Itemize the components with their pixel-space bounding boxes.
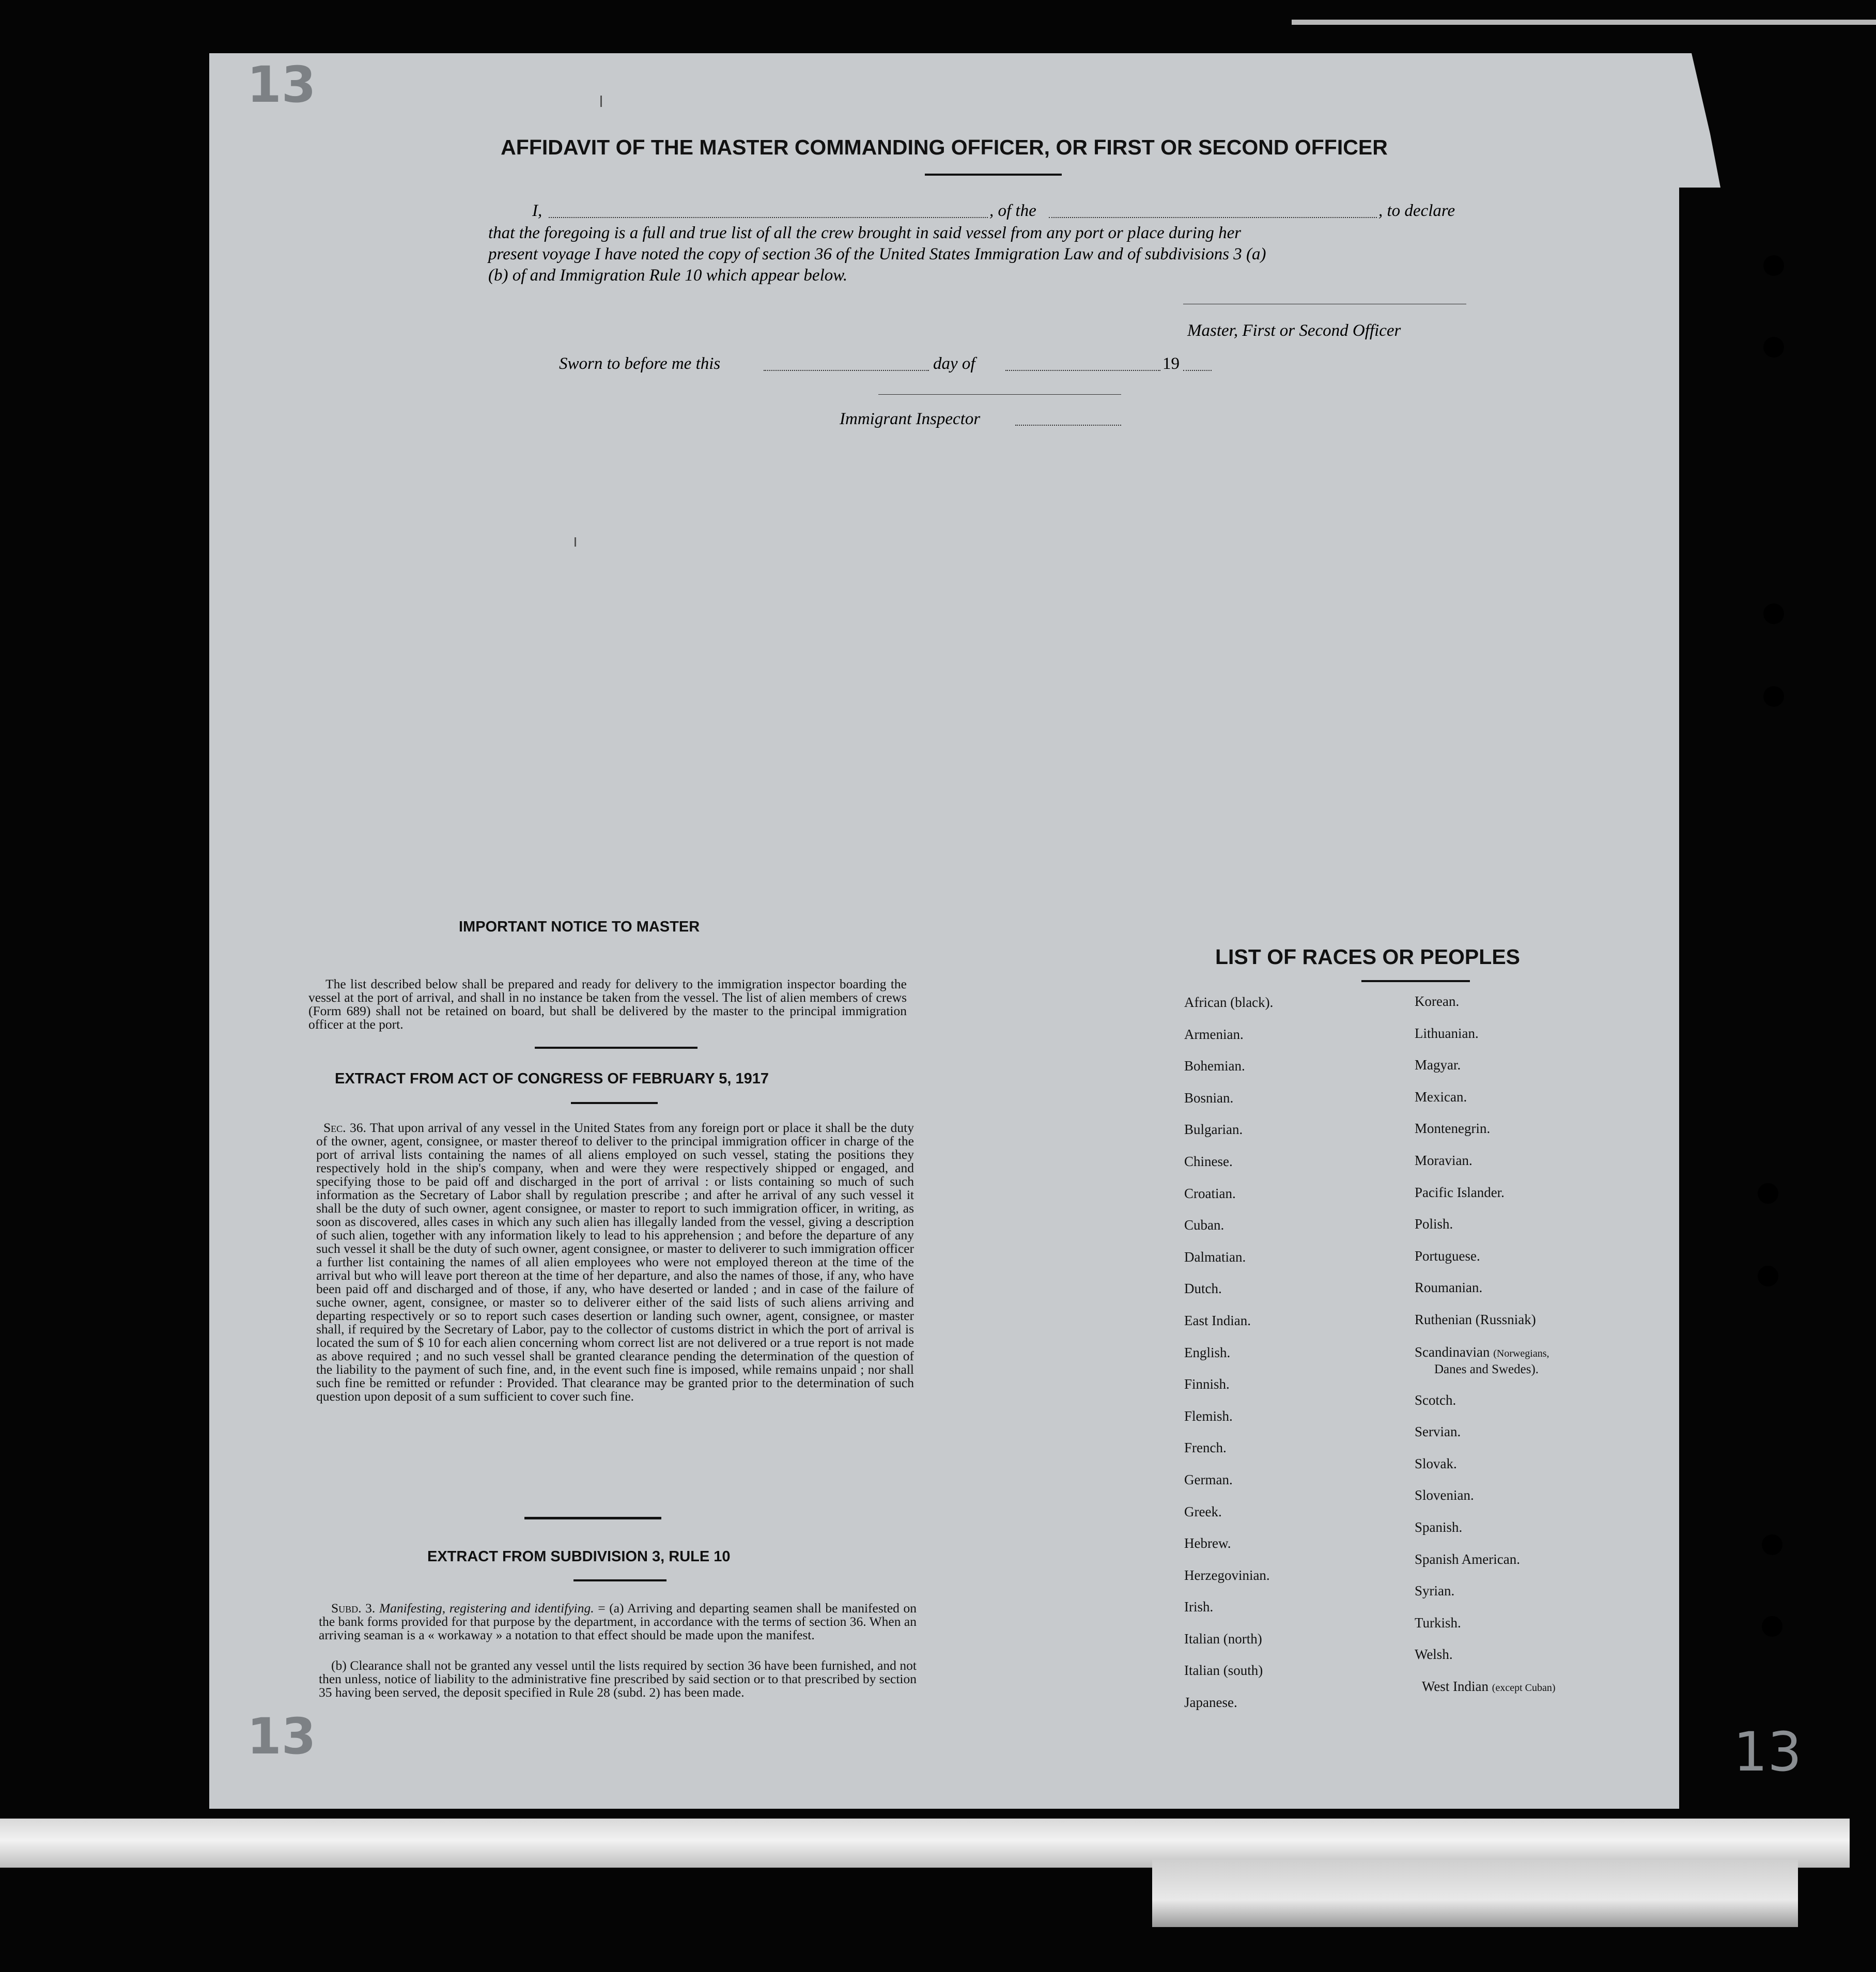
race-item: Flemish.: [1184, 1408, 1233, 1424]
race-item: Bosnian.: [1184, 1090, 1234, 1106]
scan-edge: [1292, 20, 1876, 25]
race-item: Slovenian.: [1415, 1487, 1474, 1503]
month-blank[interactable]: [1005, 370, 1160, 371]
vessel-blank[interactable]: [1049, 217, 1377, 218]
race-item: Lithuanian.: [1415, 1025, 1479, 1041]
master-signature-label: Master, First or Second Officer: [1187, 321, 1401, 340]
affidavit-of-the: , of the: [989, 201, 1036, 220]
race-item: Magyar.: [1415, 1057, 1461, 1073]
race-item: East Indian.: [1184, 1312, 1251, 1328]
race-west-indian: West Indian: [1422, 1678, 1489, 1694]
subdivision-label: Subd. 3.: [331, 1601, 376, 1616]
race-item: Armenian.: [1184, 1026, 1244, 1042]
sworn-day-blank[interactable]: [764, 370, 929, 371]
race-item: Irish.: [1184, 1599, 1214, 1615]
race-item: African (black).: [1184, 995, 1274, 1010]
race-item-scandinavian: [1415, 1344, 1556, 1392]
act-divider: [524, 1517, 661, 1519]
race-item: Turkish.: [1415, 1614, 1461, 1631]
year-blank[interactable]: [1183, 370, 1212, 371]
notice-heading: IMPORTANT NOTICE TO MASTER: [459, 919, 700, 935]
races-heading-underline: [1361, 980, 1470, 982]
race-item: Japanese.: [1184, 1695, 1237, 1711]
races-column-1: [1184, 995, 1273, 1727]
race-item: Herzegovinian.: [1184, 1567, 1270, 1583]
race-item-west-indian: [1415, 1679, 1556, 1711]
notice-text: The list described below shall be prepared and ready for delivery to the immigration inspector boarding the vessel at the port of arrival, and shall in no instance be taken from the vessel. The list of alien members of crews (Form 689) shall not be retained on board, but shall be delivered by the master to the principal immigration officer at the port.: [308, 976, 907, 1032]
race-item: Hebrew.: [1184, 1535, 1231, 1551]
stray-mark: [575, 537, 576, 547]
punch-hole: [1763, 686, 1784, 707]
race-item: Spanish American.: [1415, 1551, 1520, 1567]
race-item: Chinese.: [1184, 1153, 1233, 1169]
race-item: Greek.: [1184, 1503, 1222, 1519]
race-item: Moravian.: [1415, 1152, 1472, 1168]
act-heading: EXTRACT FROM ACT OF CONGRESS OF FEBRUARY 5, 1917: [335, 1070, 769, 1087]
scan-paper-fold: [1152, 1860, 1798, 1927]
punch-hole: [1763, 603, 1784, 624]
race-item: Korean.: [1415, 993, 1460, 1009]
race-item: Ruthenian (Russniak): [1415, 1311, 1536, 1327]
race-item: Spanish.: [1415, 1519, 1463, 1535]
race-item: Dalmatian.: [1184, 1249, 1246, 1265]
race-item: Polish.: [1415, 1216, 1453, 1232]
punch-hole: [1758, 1183, 1778, 1204]
race-item: Montenegrin.: [1415, 1121, 1491, 1137]
affidavit-i: I,: [532, 201, 542, 220]
punch-hole: [1762, 1534, 1782, 1555]
subdivision-3-text: [319, 1602, 917, 1642]
race-item: Italian (north): [1184, 1631, 1262, 1647]
sworn-label: Sworn to before me this: [559, 354, 721, 373]
race-item: Servian.: [1415, 1424, 1461, 1440]
race-item: Pacific Islander.: [1415, 1184, 1505, 1200]
name-blank[interactable]: [549, 217, 988, 218]
punch-hole: [1758, 1266, 1778, 1286]
races-column-2: [1415, 993, 1556, 1710]
day-of-label: day of: [933, 354, 975, 373]
race-scandinavian: Scandinavian: [1415, 1344, 1490, 1360]
inspector-label: Immigrant Inspector: [840, 410, 981, 428]
page-torn-corner: [1679, 53, 1720, 188]
punch-hole: [1763, 255, 1784, 276]
race-item: Finnish.: [1184, 1376, 1230, 1392]
stray-mark: [600, 96, 602, 107]
race-item: Welsh.: [1415, 1647, 1453, 1663]
race-item: Dutch.: [1184, 1281, 1222, 1297]
inspector-blank[interactable]: [1015, 425, 1121, 426]
punch-hole: [1763, 337, 1784, 358]
subdivision-text-a: = (a) Arriving and departing seamen shall be manifested on the bank forms provided for that purpose by the department, in accordance with the terms of section 36. When an arriving seaman is a « workaway » a notation to that effect should be made upon the manifest.: [319, 1601, 917, 1642]
punch-hole: [1762, 1616, 1782, 1637]
race-item: Cuban.: [1184, 1217, 1224, 1233]
affidavit-to-declare: , to declare: [1378, 201, 1455, 220]
page-number-stamp-bottom: 13: [247, 1707, 316, 1765]
inspector-signature-line[interactable]: [878, 394, 1121, 395]
race-item: Syrian.: [1415, 1583, 1455, 1599]
affidavit-title: AFFIDAVIT OF THE MASTER COMMANDING OFFICER, OR FIRST OR SECOND OFFICER: [501, 135, 1388, 159]
handwritten-page-number: 13: [1733, 1720, 1802, 1783]
act-section-label: Sec. 36.: [323, 1120, 366, 1135]
affidavit-body-line-4: (b) of and Immigration Rule 10 which appear below.: [488, 266, 848, 285]
race-item: English.: [1184, 1344, 1231, 1360]
page-number-stamp-top: 13: [247, 56, 316, 114]
race-west-indian-note: (except Cuban): [1492, 1682, 1556, 1694]
act-heading-underline: [571, 1102, 658, 1104]
subdivision-heading: EXTRACT FROM SUBDIVISION 3, RULE 10: [427, 1548, 731, 1565]
notice-divider: [535, 1047, 697, 1049]
title-underline: [925, 174, 1062, 176]
race-item: Bohemian.: [1184, 1058, 1245, 1074]
race-item: Slovak.: [1415, 1455, 1457, 1471]
race-item: Roumanian.: [1415, 1280, 1483, 1296]
race-scandinavian-note-1: (Norwegians,: [1493, 1347, 1549, 1359]
race-item: Bulgarian.: [1184, 1122, 1243, 1138]
race-item: German.: [1184, 1471, 1233, 1487]
race-item: Scotch.: [1415, 1392, 1456, 1408]
subdivision-text-b: (b) Clearance shall not be granted any vessel until the lists required by section 36 have been furnished, and not then unless, notice of liability to the administrative fine prescribed by said section or to that prescribed by section 35 having been served, the deposit specified in Rule 28 (subd. 2) has been made.: [319, 1658, 917, 1700]
affidavit-body-line-2: that the foregoing is a full and true list of all the crew brought in said vessel from any port or place during her: [488, 224, 1242, 242]
race-item: Italian (south): [1184, 1663, 1263, 1679]
race-item: Mexican.: [1415, 1089, 1467, 1105]
race-item: Portuguese.: [1415, 1248, 1480, 1264]
act-section-36: [316, 1121, 914, 1403]
races-heading: LIST OF RACES OR PEOPLES: [1215, 945, 1521, 969]
subdivision-heading-underline: [573, 1579, 666, 1581]
race-item: French.: [1184, 1440, 1227, 1456]
race-item: Croatian.: [1184, 1185, 1236, 1201]
subdivision-title: Manifesting, registering and identifying.: [379, 1601, 594, 1616]
act-section-text: That upon arrival of any vessel in the United States from any foreign port or place it shall be the duty of the owner, agent, consignee, or master thereof to deliver to the principal immigration officer in charge of the port of arrival lists containing the names of all aliens employed on such vessel, stating the positions they respectively hold in the ship's company, when and were they were respectively shipped or engaged, and specifying those to be paid off and discharged in the port of arrival : or lists containing so much of such information as the Secretary of Labor shall by regulation prescribe ; and after he arrival of any such vessel it shall be the duty of such owner, agent consignee, or master to report to such immigration officer, in writing, as soon as discovered, alles cases in which any such alien has illegally landed from the vessel, giving a description of such alien, together with any information likely to lead to his apprehension ; and before the departure of any such vessel it shall be the duty of such owner, agent consignee, or master to deliverer to such immigration officer a further list containing the names of all alien employees who were not employed thereon at the time of the arrival but who will leave port thereon at the time of her departure, and also the names of those, if any, who have been paid off and discharged and of those, if any, who have deserted or landed ; and in case of the failure of suche owner, agent, consignee, or master so to deliverer either of the said lists of such aliens arriving and departing respectively or so to report such cases desertion or landing such owner, agent, consignee, or master shall, if required by the Secretary of Labor, pay to the collector of customs district in which the port of arrival is located the sum of $ 10 for each alien concerning whom correct list are not delivered or a true report is not made as above required ; and no such vessel shall be granted clearance pending the determination of the question of the liability to the payment of such fine, and, in the event such fine is imposed, while remains unpaid ; nor shall such fine be remitted or refunder : Provided. That clearance may be granted prior to the determination of such question upon deposit of a sum sufficient to cover such fine.: [316, 1120, 914, 1404]
race-scandinavian-note-2: Danes and Swedes).: [1434, 1362, 1539, 1376]
affidavit-body-line-3: present voyage I have noted the copy of section 36 of the United States Immigration Law and of subdivisions 3 (a): [488, 245, 1266, 263]
year-prefix: 19: [1162, 354, 1180, 373]
